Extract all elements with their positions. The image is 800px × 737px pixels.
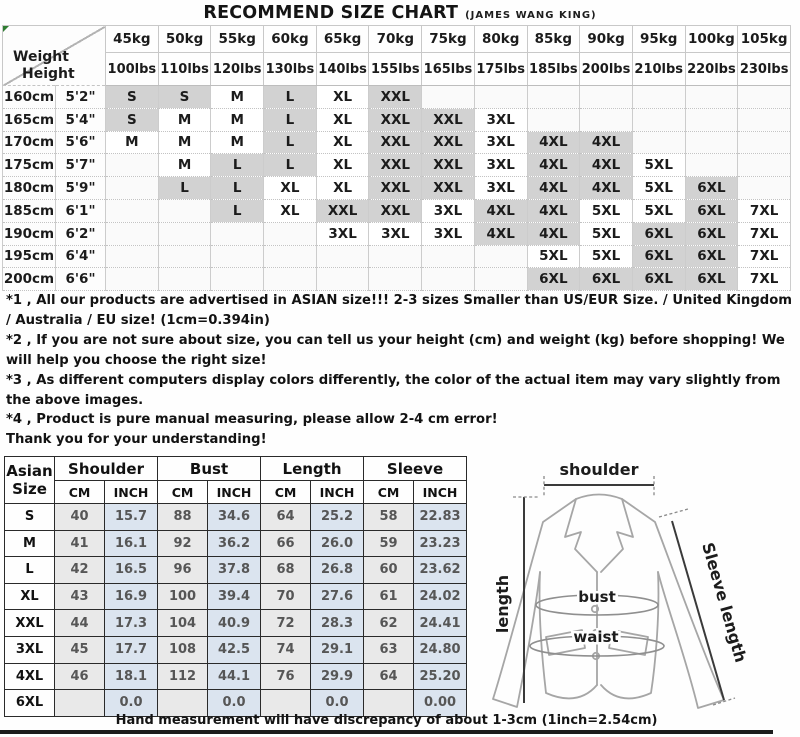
size-cell: 6XL <box>685 199 738 222</box>
size-cell <box>738 177 791 200</box>
bottom-divider-rule <box>0 730 773 734</box>
size-cell <box>264 245 317 268</box>
size-cell: L <box>211 154 264 177</box>
size-cell <box>632 108 685 131</box>
notes-block <box>6 291 798 450</box>
height-ft-header: 5'2" <box>56 86 106 109</box>
size-cell: L <box>264 131 317 154</box>
measure-value-cell: 29.9 <box>311 663 364 690</box>
measure-group-header: Bust <box>158 457 261 481</box>
excel-corner-mark <box>3 26 9 32</box>
measure-value-cell: 29.1 <box>311 636 364 663</box>
hand-measurement-note: Hand measurement will have discrepancy of about 1-3cm (1inch=2.54cm) <box>115 713 658 728</box>
note-line: will help you choose the right size! <box>6 352 267 368</box>
measure-value-cell: 62 <box>364 610 414 637</box>
size-cell <box>685 131 738 154</box>
height-cm-header: 180cm <box>3 177 56 200</box>
size-cell: 7XL <box>738 268 791 291</box>
weight-kg-header: 85kg <box>527 26 580 53</box>
measure-value-cell: 108 <box>158 636 208 663</box>
size-cell: L <box>211 177 264 200</box>
measurement-table <box>4 456 467 717</box>
measure-value-cell: 40 <box>55 504 105 531</box>
measure-value-cell: 15.7 <box>105 504 158 531</box>
size-cell: 3XL <box>369 222 422 245</box>
row-size-header: 3XL <box>5 636 55 663</box>
length-label: length <box>493 574 512 634</box>
row-size-header: 4XL <box>5 663 55 690</box>
size-cell: L <box>264 108 317 131</box>
size-cell: L <box>264 154 317 177</box>
weight-lbs-header: 230lbs <box>738 53 791 86</box>
weight-height-corner-cell <box>3 26 106 86</box>
measure-value-cell: 42.5 <box>208 636 261 663</box>
size-cell <box>264 222 317 245</box>
size-cell: 4XL <box>580 154 633 177</box>
measure-value-cell: 26.0 <box>311 530 364 557</box>
size-cell <box>632 86 685 109</box>
size-cell <box>158 268 211 291</box>
weight-kg-header: 100kg <box>685 26 738 53</box>
row-size-header: XXL <box>5 610 55 637</box>
size-cell: 5XL <box>632 199 685 222</box>
size-cell: M <box>158 154 211 177</box>
size-cell <box>685 86 738 109</box>
measure-value-cell: 96 <box>158 557 208 584</box>
size-cell: 4XL <box>474 199 527 222</box>
unit-header: CM <box>261 481 311 504</box>
weight-lbs-header: 110lbs <box>158 53 211 86</box>
size-cell: 6XL <box>632 245 685 268</box>
size-cell <box>264 268 317 291</box>
size-cell: 4XL <box>527 222 580 245</box>
weight-kg-header: 95kg <box>632 26 685 53</box>
size-cell: M <box>211 131 264 154</box>
height-ft-header: 6'2" <box>56 222 106 245</box>
note-line: the above images. <box>6 392 144 408</box>
size-cell: XXL <box>369 86 422 109</box>
size-cell: 6XL <box>685 222 738 245</box>
row-size-header: S <box>5 504 55 531</box>
size-cell: 4XL <box>580 131 633 154</box>
size-cell: 5XL <box>580 199 633 222</box>
size-cell: M <box>211 108 264 131</box>
height-cm-header: 195cm <box>3 245 56 268</box>
size-cell: XXL <box>422 131 475 154</box>
size-cell: XXL <box>369 199 422 222</box>
height-cm-header: 175cm <box>3 154 56 177</box>
measure-value-cell: 0.00 <box>414 690 467 717</box>
height-ft-header: 5'4" <box>56 108 106 131</box>
size-cell: XL <box>316 177 369 200</box>
measure-value-cell: 43 <box>55 583 105 610</box>
measure-value-cell: 64 <box>364 663 414 690</box>
size-cell <box>369 245 422 268</box>
measure-value-cell: 60 <box>364 557 414 584</box>
size-cell <box>158 222 211 245</box>
size-cell: 3XL <box>474 108 527 131</box>
weight-kg-header: 75kg <box>422 26 475 53</box>
size-cell: 7XL <box>738 222 791 245</box>
size-cell: 3XL <box>422 199 475 222</box>
measure-value-cell: 25.20 <box>414 663 467 690</box>
measure-value-cell: 72 <box>261 610 311 637</box>
weight-lbs-header: 200lbs <box>580 53 633 86</box>
measure-value-cell: 24.41 <box>414 610 467 637</box>
unit-header: INCH <box>208 481 261 504</box>
size-cell <box>211 222 264 245</box>
corner-weight-label: Weight <box>13 48 69 65</box>
size-chart-title: RECOMMEND SIZE CHART <box>203 3 459 23</box>
size-cell: 4XL <box>580 177 633 200</box>
measure-value-cell: 16.1 <box>105 530 158 557</box>
measure-value-cell: 112 <box>158 663 208 690</box>
size-cell: 6XL <box>527 268 580 291</box>
size-cell: XXL <box>369 131 422 154</box>
size-cell <box>685 154 738 177</box>
size-cell: 7XL <box>738 245 791 268</box>
size-cell: 4XL <box>527 131 580 154</box>
measure-value-cell: 58 <box>364 504 414 531</box>
measure-value-cell: 45 <box>55 636 105 663</box>
height-cm-header: 200cm <box>3 268 56 291</box>
size-cell: 4XL <box>474 222 527 245</box>
measure-value-cell: 74 <box>261 636 311 663</box>
size-cell <box>580 108 633 131</box>
measure-group-header: Shoulder <box>55 457 158 481</box>
measure-value-cell: 70 <box>261 583 311 610</box>
measure-value-cell: 23.62 <box>414 557 467 584</box>
size-cell <box>738 86 791 109</box>
size-cell <box>738 154 791 177</box>
size-cell: XXL <box>316 199 369 222</box>
measurement-lines <box>524 485 724 703</box>
measurement-table-body <box>5 504 467 717</box>
size-cell <box>369 268 422 291</box>
size-chart-body <box>3 86 791 291</box>
size-cell <box>106 177 159 200</box>
size-cell: M <box>158 131 211 154</box>
measure-value-cell: 36.2 <box>208 530 261 557</box>
measure-value-cell: 104 <box>158 610 208 637</box>
row-size-header: XL <box>5 583 55 610</box>
measure-value-cell: 28.3 <box>311 610 364 637</box>
measure-value-cell: 23.23 <box>414 530 467 557</box>
bust-label: bust <box>578 588 616 606</box>
measure-value-cell: 17.7 <box>105 636 158 663</box>
measure-value-cell: 64 <box>261 504 311 531</box>
size-cell: 5XL <box>580 245 633 268</box>
weight-kg-header: 80kg <box>474 26 527 53</box>
size-cell: 6XL <box>685 177 738 200</box>
size-cell <box>685 108 738 131</box>
unit-header: INCH <box>105 481 158 504</box>
unit-header: CM <box>364 481 414 504</box>
measure-value-cell: 88 <box>158 504 208 531</box>
size-cell: XL <box>264 199 317 222</box>
size-cell: 6XL <box>685 268 738 291</box>
measure-value-cell: 61 <box>364 583 414 610</box>
size-cell: M <box>158 108 211 131</box>
size-cell <box>158 245 211 268</box>
size-cell: XXL <box>369 154 422 177</box>
weight-kg-header: 55kg <box>211 26 264 53</box>
weight-lbs-header: 100lbs <box>106 53 159 86</box>
height-ft-header: 6'4" <box>56 245 106 268</box>
measure-value-cell: 76 <box>261 663 311 690</box>
size-cell <box>316 268 369 291</box>
weight-kg-header: 90kg <box>580 26 633 53</box>
size-cell <box>527 108 580 131</box>
size-cell: XL <box>316 108 369 131</box>
height-ft-header: 6'6" <box>56 268 106 291</box>
measure-group-header: Length <box>261 457 364 481</box>
weight-kg-header: 70kg <box>369 26 422 53</box>
size-cell: 4XL <box>527 154 580 177</box>
row-size-header: L <box>5 557 55 584</box>
size-cell <box>158 199 211 222</box>
size-cell <box>106 268 159 291</box>
measure-value-cell: 0.0 <box>105 690 158 717</box>
asian-label: Asian <box>6 462 53 480</box>
unit-header: INCH <box>414 481 467 504</box>
height-ft-header: 5'6" <box>56 131 106 154</box>
size-cell: XL <box>316 154 369 177</box>
size-cell: XXL <box>369 177 422 200</box>
weight-lbs-header: 120lbs <box>211 53 264 86</box>
measure-value-cell: 39.4 <box>208 583 261 610</box>
sleeve-length-label: Sleeve length <box>698 540 751 665</box>
height-cm-header: 190cm <box>3 222 56 245</box>
weight-lbs-header: 155lbs <box>369 53 422 86</box>
size-cell: L <box>264 86 317 109</box>
weight-kg-header: 50kg <box>158 26 211 53</box>
measure-group-header: Sleeve <box>364 457 467 481</box>
measure-value-cell: 46 <box>55 663 105 690</box>
measurement-tick-marks <box>513 476 735 705</box>
size-cell: 6XL <box>632 268 685 291</box>
weight-lbs-header: 220lbs <box>685 53 738 86</box>
size-cell <box>106 245 159 268</box>
height-ft-header: 5'9" <box>56 177 106 200</box>
size-cell: L <box>211 199 264 222</box>
size-cell: 3XL <box>316 222 369 245</box>
size-cell: XXL <box>369 108 422 131</box>
size-cell <box>474 245 527 268</box>
weight-lbs-header: 140lbs <box>316 53 369 86</box>
size-cell: 6XL <box>685 245 738 268</box>
size-cell: S <box>106 86 159 109</box>
size-cell: 4XL <box>527 177 580 200</box>
size-cell: XL <box>316 86 369 109</box>
size-cell <box>632 131 685 154</box>
asian-size-corner-cell <box>5 457 55 504</box>
size-cell <box>211 268 264 291</box>
measure-value-cell: 16.5 <box>105 557 158 584</box>
measure-value-cell: 27.6 <box>311 583 364 610</box>
page-title <box>0 3 800 23</box>
height-cm-header: 170cm <box>3 131 56 154</box>
size-cell: 5XL <box>580 222 633 245</box>
measure-value-cell: 34.6 <box>208 504 261 531</box>
height-cm-header: 160cm <box>3 86 56 109</box>
measure-value-cell: 22.83 <box>414 504 467 531</box>
size-cell: 3XL <box>474 131 527 154</box>
size-cell: L <box>158 177 211 200</box>
weight-lbs-header: 130lbs <box>264 53 317 86</box>
measure-value-cell: 41 <box>55 530 105 557</box>
size-cell: 5XL <box>527 245 580 268</box>
note-line: *3 , As different computers display colors differently, the color of the actual item may vary slightly from <box>6 372 781 388</box>
size-cell: XL <box>264 177 317 200</box>
measure-value-cell: 26.8 <box>311 557 364 584</box>
measure-value-cell: 63 <box>364 636 414 663</box>
unit-header: INCH <box>311 481 364 504</box>
height-ft-header: 6'1" <box>56 199 106 222</box>
size-cell: 3XL <box>474 154 527 177</box>
corner-height-label: Height <box>22 65 75 82</box>
measure-value-cell: 17.3 <box>105 610 158 637</box>
size-cell <box>422 86 475 109</box>
size-cell <box>422 245 475 268</box>
measure-value-cell: 59 <box>364 530 414 557</box>
weight-kg-header: 45kg <box>106 26 159 53</box>
size-cell <box>106 199 159 222</box>
size-cell <box>738 108 791 131</box>
weight-kg-header: 105kg <box>738 26 791 53</box>
note-line: *1 , All our products are advertised in ASIAN size!!! 2-3 sizes Smaller than US/EUR Size. / United Kingdom <box>6 293 793 308</box>
measure-value-cell: 100 <box>158 583 208 610</box>
size-cell <box>422 268 475 291</box>
size-cell: S <box>158 86 211 109</box>
height-cm-header: 165cm <box>3 108 56 131</box>
size-cell <box>106 222 159 245</box>
measure-value-cell: 24.80 <box>414 636 467 663</box>
size-cell: XXL <box>422 108 475 131</box>
size-cell: 6XL <box>632 222 685 245</box>
size-cell: XXL <box>422 177 475 200</box>
shoulder-label: shoulder <box>559 460 639 479</box>
size-cell <box>474 86 527 109</box>
height-cm-header: 185cm <box>3 199 56 222</box>
size-cell: 3XL <box>474 177 527 200</box>
measure-value-cell: 92 <box>158 530 208 557</box>
size-chart-header <box>3 26 791 86</box>
size-cell: S <box>106 108 159 131</box>
measure-value-cell: 18.1 <box>105 663 158 690</box>
row-size-header: M <box>5 530 55 557</box>
height-ft-header: 5'7" <box>56 154 106 177</box>
row-size-header: 6XL <box>5 690 55 717</box>
size-cell <box>106 154 159 177</box>
size-cell: 3XL <box>422 222 475 245</box>
measure-value-cell: 24.02 <box>414 583 467 610</box>
weight-kg-header: 65kg <box>316 26 369 53</box>
measure-value-cell: 16.9 <box>105 583 158 610</box>
size-cell: 7XL <box>738 199 791 222</box>
measure-value-cell: 25.2 <box>311 504 364 531</box>
weight-lbs-header: 185lbs <box>527 53 580 86</box>
measure-value-cell: 68 <box>261 557 311 584</box>
size-cell: XL <box>316 131 369 154</box>
weight-lbs-header: 175lbs <box>474 53 527 86</box>
size-cell <box>316 245 369 268</box>
note-line: Thank you for your understanding! <box>6 432 267 448</box>
unit-header: CM <box>55 481 105 504</box>
measure-value-cell: 66 <box>261 530 311 557</box>
size-cell <box>738 131 791 154</box>
size-cell: 5XL <box>632 154 685 177</box>
jacket-measurement-diagram <box>486 452 798 728</box>
size-cell <box>211 245 264 268</box>
size-cell: M <box>211 86 264 109</box>
size-chart-table <box>2 25 791 291</box>
size-chart-subtitle: (JAMES WANG KING) <box>465 10 597 21</box>
note-line: / Australia / EU size! (1cm=0.394in) <box>6 312 270 328</box>
weight-lbs-header: 210lbs <box>632 53 685 86</box>
waist-label: waist <box>573 628 619 646</box>
unit-header: CM <box>158 481 208 504</box>
measure-value-cell: 0.0 <box>208 690 261 717</box>
size-cell: 6XL <box>580 268 633 291</box>
size-cell: 4XL <box>527 199 580 222</box>
size-cell <box>527 86 580 109</box>
measure-value-cell: 37.8 <box>208 557 261 584</box>
size-cell <box>580 86 633 109</box>
weight-kg-header: 60kg <box>264 26 317 53</box>
measurement-table-header <box>5 457 467 504</box>
size-cell: 5XL <box>632 177 685 200</box>
size-cell: XXL <box>422 154 475 177</box>
measure-value-cell: 44 <box>55 610 105 637</box>
size-cell: M <box>106 131 159 154</box>
note-line: *2 , If you are not sure about size, you can tell us your height (cm) and weight (kg) before shopping! We <box>6 332 785 348</box>
weight-lbs-header: 165lbs <box>422 53 475 86</box>
size-cell <box>474 268 527 291</box>
measure-value-cell: 0.0 <box>311 690 364 717</box>
measure-value-cell: 40.9 <box>208 610 261 637</box>
measure-value-cell: 44.1 <box>208 663 261 690</box>
size-label: Size <box>12 480 47 498</box>
note-line: *4 , Product is pure manual measuring, please allow 2-4 cm error! <box>6 412 498 428</box>
measure-value-cell: 42 <box>55 557 105 584</box>
